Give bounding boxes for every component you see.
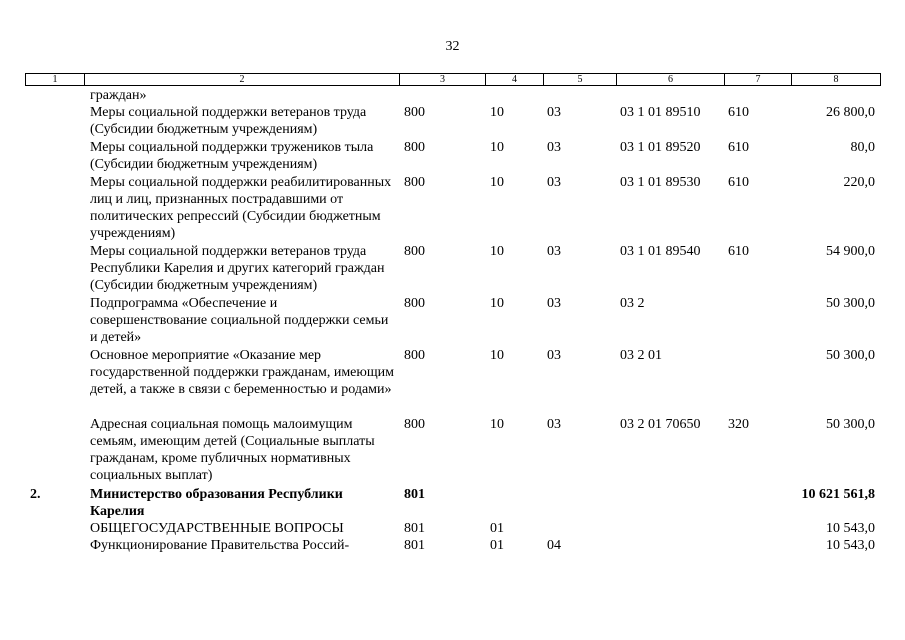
column-header-row: [25, 73, 881, 86]
cell-c5: 03: [547, 417, 561, 432]
cell-c2: Меры социальной поддержки ветеранов труда (Субсидии бюджетным учреждениям): [90, 105, 367, 137]
cell-c3: 800: [404, 348, 425, 363]
cell-c6: 03 1 01 89540: [620, 244, 701, 259]
cell-c8: 26 800,0: [826, 105, 875, 120]
cell-c2: Министерство образования Республики Карелия: [90, 487, 343, 519]
cell-c3: 800: [404, 244, 425, 259]
column-header-2: 2: [85, 74, 400, 86]
cell-c4: 01: [490, 538, 504, 553]
page-number: 32: [445, 39, 460, 54]
column-header-1: 1: [26, 74, 85, 86]
cell-c4: 10: [490, 140, 504, 155]
cell-c7: 610: [728, 105, 749, 120]
cell-c2: Меры социальной поддержки ветеранов труда Республики Карелия и других категорий граждан (Субсидии бюджетным учреждениям): [90, 244, 385, 293]
cell-c4: 10: [490, 105, 504, 120]
cell-c2: Адресная социальная помощь малоимущим семьям, имеющим детей (Социальные выплаты гражданам, кроме публичных нормативных социальных выплат): [90, 417, 375, 483]
column-header-6: 6: [617, 74, 725, 86]
cell-c4: 10: [490, 296, 504, 311]
cell-c7: 320: [728, 417, 749, 432]
cell-c8: 54 900,0: [826, 244, 875, 259]
cell-c6: 03 2 01 70650: [620, 417, 701, 432]
cell-c2: Подпрограмма «Обеспечение и совершенствование социальной поддержки семьи и детей»: [90, 296, 389, 345]
cell-c5: 03: [547, 348, 561, 363]
cell-c6: 03 1 01 89510: [620, 105, 701, 120]
cell-c5: 03: [547, 244, 561, 259]
cell-c8: 50 300,0: [826, 296, 875, 311]
cell-c8: 10 621 561,8: [801, 487, 875, 502]
column-header-5: 5: [544, 74, 617, 86]
cell-c2: граждан»: [90, 88, 147, 103]
cell-c6: 03 1 01 89520: [620, 140, 701, 155]
cell-c3: 801: [404, 538, 425, 553]
cell-c3: 801: [404, 521, 425, 536]
cell-c7: 610: [728, 244, 749, 259]
cell-c2: Меры социальной поддержки реабилитированных лиц и лиц, признанных пострадавшими от политических репрессий (Субсидии бюджетным учреждениям): [90, 175, 392, 241]
cell-c2: Функционирование Правительства Россий-: [90, 538, 350, 553]
cell-c4: 10: [490, 348, 504, 363]
cell-c2: Основное мероприятие «Оказание мер государственной поддержки гражданам, имеющим детей, а также в связи с беременностью и родами»: [90, 348, 394, 397]
cell-c7: 610: [728, 175, 749, 190]
cell-c4: 01: [490, 521, 504, 536]
column-header-4: 4: [486, 74, 544, 86]
cell-c8: 50 300,0: [826, 417, 875, 432]
cell-c3: 800: [404, 296, 425, 311]
cell-c8: 80,0: [850, 140, 875, 155]
cell-c5: 03: [547, 296, 561, 311]
cell-c3: 800: [404, 140, 425, 155]
cell-c3: 801: [404, 487, 425, 502]
cell-c4: 10: [490, 175, 504, 190]
cell-c4: 10: [490, 417, 504, 432]
cell-c7: 610: [728, 140, 749, 155]
cell-c3: 800: [404, 105, 425, 120]
cell-c6: 03 2 01: [620, 348, 662, 363]
cell-c5: 04: [547, 538, 561, 553]
cell-c6: 03 2: [620, 296, 645, 311]
column-header-3: 3: [400, 74, 486, 86]
column-header-7: 7: [725, 74, 792, 86]
cell-c5: 03: [547, 175, 561, 190]
column-header-8: 8: [792, 74, 881, 86]
cell-c8: 10 543,0: [826, 538, 875, 553]
cell-c1: 2.: [30, 487, 41, 502]
cell-c5: 03: [547, 140, 561, 155]
cell-c4: 10: [490, 244, 504, 259]
cell-c6: 03 1 01 89530: [620, 175, 701, 190]
cell-c2: ОБЩЕГОСУДАРСТВЕННЫЕ ВОПРОСЫ: [90, 521, 344, 536]
cell-c8: 50 300,0: [826, 348, 875, 363]
cell-c8: 10 543,0: [826, 521, 875, 536]
cell-c5: 03: [547, 105, 561, 120]
cell-c8: 220,0: [843, 175, 875, 190]
cell-c3: 800: [404, 175, 425, 190]
cell-c3: 800: [404, 417, 425, 432]
cell-c2: Меры социальной поддержки тружеников тыла (Субсидии бюджетным учреждениям): [90, 140, 374, 172]
